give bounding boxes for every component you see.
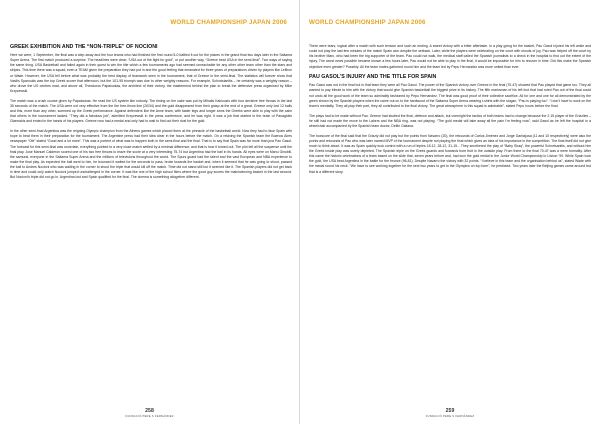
paragraph: The match was a crush course given by Papaloukas. He read the US system like nobody. The timing on the cake was put by Mihalis Kakiouzis with four decisive free throws in the last 35 seconds of the match. The USA were not very effective from the the free-throw line (20/34) and the gold disappeared from their grasp at the end of a great. Greece only lost 12 balls and this, more than any other, summed up the Greek performance. Against defenders like the Anne team, with faster legs and longer arms the Greeks were able to play with the calm that others in the tournament lacked. “They did a fabulous job”, admitted Krzyzewski in the press conference, and he was right. It was a job that started in the brain of Panagiotis Giannakis and ended in the hands of his players. Greece now had a medal and only had to wait to find out their rival for the gold.: [10, 98, 292, 124]
paragraph: In the other semi-final Argentina was the reigning Olympic champion from the Athens games which placed them at the pinnacle of the basketball world. Now they had to face Spain with hope to beat them in their preparation for the tournament. The Argentine press had their idea clear in the hours before the match. On a relaxing the Spanish team the Buenos Aires newspaper “Olé” stated “Good and a lot more”. This was a portent of what was to happen both in the semi-final and the final. That is to say that Spain was far more than just Pau Gasol. The forecast for this semi-final was uncertain, everything pointed to a very close match settled by a minimal difference, and that is how it turned out. The plot left all the suspense until the final play. Jose Manuel Calderon scored one of his two free throws to leave the score at a very interesting 75-74 but Argentina had the ball in its hands. All eyes were on Manu Ginobili, the samurai, everyone in the Saitama Super Arena and the millions of televisions throughout the world. The Spurs guard had the talent and the vast European and NBA experience to make the final play. As expected the ball went to him, he bounced it waited for the seconds to pass, broke towards the basket and, when it seemed that he was going to shoot, passed the ball to Andres Nocioni who was waiting in the corner to shoot the triple that would kill off the match. Time did not stand still but it seemed like it. The Spanish players did not get back in time and could only watch Nocioni jumped unchallenged in the corner. It was like one of the high school films where the good guy scores the matchwinning basket in the last second. But Nocioni’s triple did not go in. Argentina lost and Spain qualified for the final. The cinema is something altogether different.: [10, 129, 292, 180]
footer-credit: FUNDACIÓ PERE S FERNÁNDEZ: [425, 414, 475, 418]
paragraph: The boxscore of the final said that the Grizzly did not play but the points from Navarro (20), the rebounds of Carlos Jiménez and Jorge Garbajosa (11 and 10 respectively) were also the points and rebounds of Pau who was later named MVP of the tournament despite not playing the final which gives an idea of his importance in the competition. The final itself did not give much to think about. It was as Spain quickly took control with a run of triples 18-12, 28-12, 31-15... They smothered the play of “Baby Shaq”, the powerful Schortsanitis, and without him the Greek inside play was sorely depleted. The Spanish triple on the Greek guards and forwards bore fruit in the outside play. From there to the final 70-47 was a mere formality. After this came the historic celebrations of a team based on the slide that, seven years before and, had won the gold medal in the Junior World Championship in Lisbon ’99. While Spain took the gold, the USA beat Argentina in the battle for the bronze (96-81). Despite Navarro the victory with 32 points. “I believe in this team and the organisation behind us”, stated Wade with the medal round his neck. “We have to see working together for the next two years to get to the Olympics on top form”, he predicted. Two years later the Beijing games came around but that is a different story.: [309, 133, 591, 174]
footer-credit: FUNDACIÓ PERE S FERNÁNDEZ: [125, 414, 174, 418]
paragraph: There were tears, logical after a match with such tension and such an ending. A sweet victory with a bitter aftertaste. In a play going for the basket, Pau Gasol injured his left ankle and could not play the last few minutes of the match Spain won despite the setback. Later, while the players were celebrating on the court with shouts of joy, Pau was helped off the court by his brother Marc, who had been the big supporter of the team. Pau could not walk, the medical staff called the Spanish journalists to a check in the hospital to find out the extent of the injury. The worst news possible became known a few hours later, Pau would not be able to play in the final, it would be impossible for him to recover in time. Did this make the Spanish objective even greater? Possibly. All the team mates gathered round him and the team led by Pepu Hernandez was more united than ever.: [309, 44, 591, 69]
section-heading: GREEK EXHIBITION AND THE “NON-TRIPLE” OF NOCIONI: [10, 44, 158, 50]
page-footer: [300, 408, 600, 418]
paragraph: The plays had to be made without Pau. Greece had studied the final, defence and attack, but overnight the tactics of both teams had to change because the 2.15 player of the Grizzlies – he still had not made the move to the Lakers and the NBA ring- was not playing. “The gold medal will take away all the pain I’m feeling now”, said Gasol as he left the hospital in a wheelchair accompanied by the Spanish team doctor, Delfin Galiana.: [309, 113, 591, 128]
page-number: 258: [145, 408, 154, 414]
right-page-content: [309, 44, 591, 179]
page-number: 259: [445, 408, 455, 414]
paragraph: Pau Gasol was not in the final but in that team they were all Pau Gasol. The power of the Spanish victory over Greece in the final (70-47) showed that Pau played that game too. They all wanted to pay tribute to him with the victory that would give Spanish basketball the biggest prize in its history. The fifth marksman of his left foot that had ruled Pau out of the final could not undo all the good work of the team so admirably fashioned by Pepu Hernandez. The final was good proof of their collective sacrifice. All for one and one for all demonstrated by the green shown by the Spanish players when the came out on to the hardwood of the Saitama Super Arena wearing t-shirts with the slogan, “Pau is playing too”. “I don’t have to work on the team’s mentality. They all play their part, they all contributed to the final victory. The great atmosphere in this squad is admirable”, stated Pepu hours before the final.: [309, 83, 591, 108]
running-head: WORLD CHAMPIONSHIP JAPAN 2006: [170, 19, 287, 26]
running-head: WORLD CHAMPIONSHIP JAPAN 2006: [309, 19, 426, 26]
left-page: [0, 0, 299, 424]
page-footer: [0, 408, 299, 418]
paragraph: Here we were, 1 September, the final was a step away and the four teams who had finished the first round 5-0 battled it out for the places in the grand final two days later in the Saitama Super Arena. The first match produced a surprise. The headlines were clear; “USA out of the fight for gold”, or put another way, “Greece beat USA in the semi-final”. Two ways of saying the same thing. USA Basketball and failed again in their quest to win the title which a few tournaments ago had seemed unreachable for any other other team other than the stars and stripes. This time there was a squad, even a TEAM given the preparation they had put in and the good feeling that emanated for three years of preparations driven by players like LeBron or Wade. However, the USA fell before what was probably the best display of teamwork seen in the tournament, that of Greece in the semi-final. The statistics will forever show that Vasilis Spanoulis was the top Greek scorer that afternoon, but the 101-95 triumph was due to other weighty reasons. For example, Schortsianitis – he certainly was a weighty reason – who drove the US centres mad, and above all, Theodoros Papaloukas, the architect of their victory, the mastermind behind the plan to break the defensive press organised by Mike Krzyzewski.: [10, 53, 292, 94]
right-page: [300, 0, 600, 424]
section-heading: PAU GASOL’S INJURY AND THE TITLE FOR SPAIN: [309, 74, 437, 81]
left-page-content: [10, 44, 292, 185]
